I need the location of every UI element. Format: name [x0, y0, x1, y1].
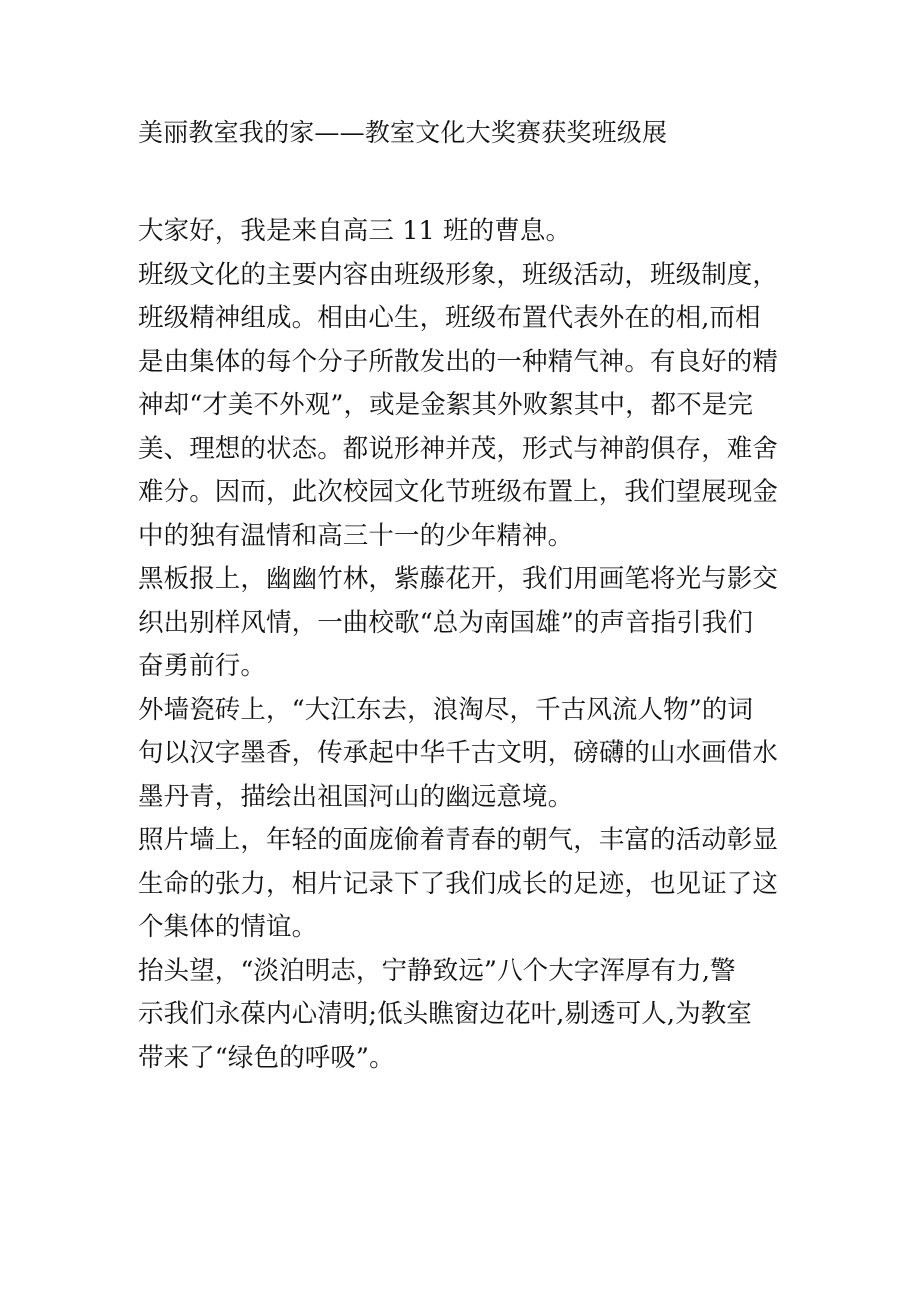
- text-line: 大家好，我是来自高三 11 班的曹息。: [138, 216, 572, 246]
- text-line: 织出别样风情，一曲校歌“总为南国雄”的声音指引我们: [138, 607, 754, 638]
- text-line: 个集体的情谊。: [138, 912, 318, 942]
- text-line: 神却“才美不外观”，或是金絮其外败絮其中，都不是完: [138, 390, 754, 420]
- text-line: 抬头望，“淡泊明志，宁静致远”八个大字浑厚有力,警: [138, 955, 736, 986]
- document-title: 美丽教室我的家——教室文化大奖赛获奖班级展: [138, 118, 668, 147]
- text-line: 照片墙上，年轻的面庞偷着青春的朝气，丰富的活动彰显: [138, 825, 779, 855]
- paragraph-greeting: [138, 210, 798, 254]
- text-line: 带来了“绿色的呼吸”。: [138, 1042, 395, 1073]
- text-line: 句以汉字墨香，传承起中华千古文明，磅礴的山水画借水: [138, 738, 779, 768]
- text-line: 墨丹青，描绘出祖国河山的幽远意境。: [138, 781, 574, 812]
- text-line: 班级精神组成。相由心生，班级布置代表外在的相,而相: [138, 303, 761, 333]
- text-line: 外墙瓷砖上，“大江东去，浪淘尽，千古风流人物”的词: [138, 694, 754, 725]
- text-line: 班级文化的主要内容由班级形象，班级活动，班级制度，: [138, 259, 779, 290]
- text-line: 黑板报上，幽幽竹林，紫藤花开，我们用画笔将光与影交: [138, 564, 779, 594]
- text-line: 难分。因而，此次校园文化节班级布置上，我们望展现金: [138, 477, 779, 507]
- text-line: 中的独有温情和高三十一的少年精神。: [138, 520, 574, 551]
- paragraph-class-culture: [138, 254, 798, 559]
- text-line: 示我们永葆内心清明;低头瞧窗边花叶,剔透可人,为教室: [138, 999, 752, 1029]
- paragraph-photo-wall: [138, 819, 798, 950]
- text-line: 奋勇前行。: [138, 651, 267, 681]
- text-line: 生命的张力，相片记录下了我们成长的足迹，也见证了这: [138, 868, 779, 899]
- paragraph-outer-wall: [138, 689, 798, 820]
- document-body: [138, 210, 798, 1080]
- text-line: 美、理想的状态。都说形神并茂，形式与神韵俱存，难舍: [138, 433, 779, 464]
- paragraph-blackboard: [138, 558, 798, 689]
- text-line: 是由集体的每个分子所散发出的一种精气神。有良好的精: [138, 346, 779, 377]
- paragraph-motto: [138, 950, 798, 1081]
